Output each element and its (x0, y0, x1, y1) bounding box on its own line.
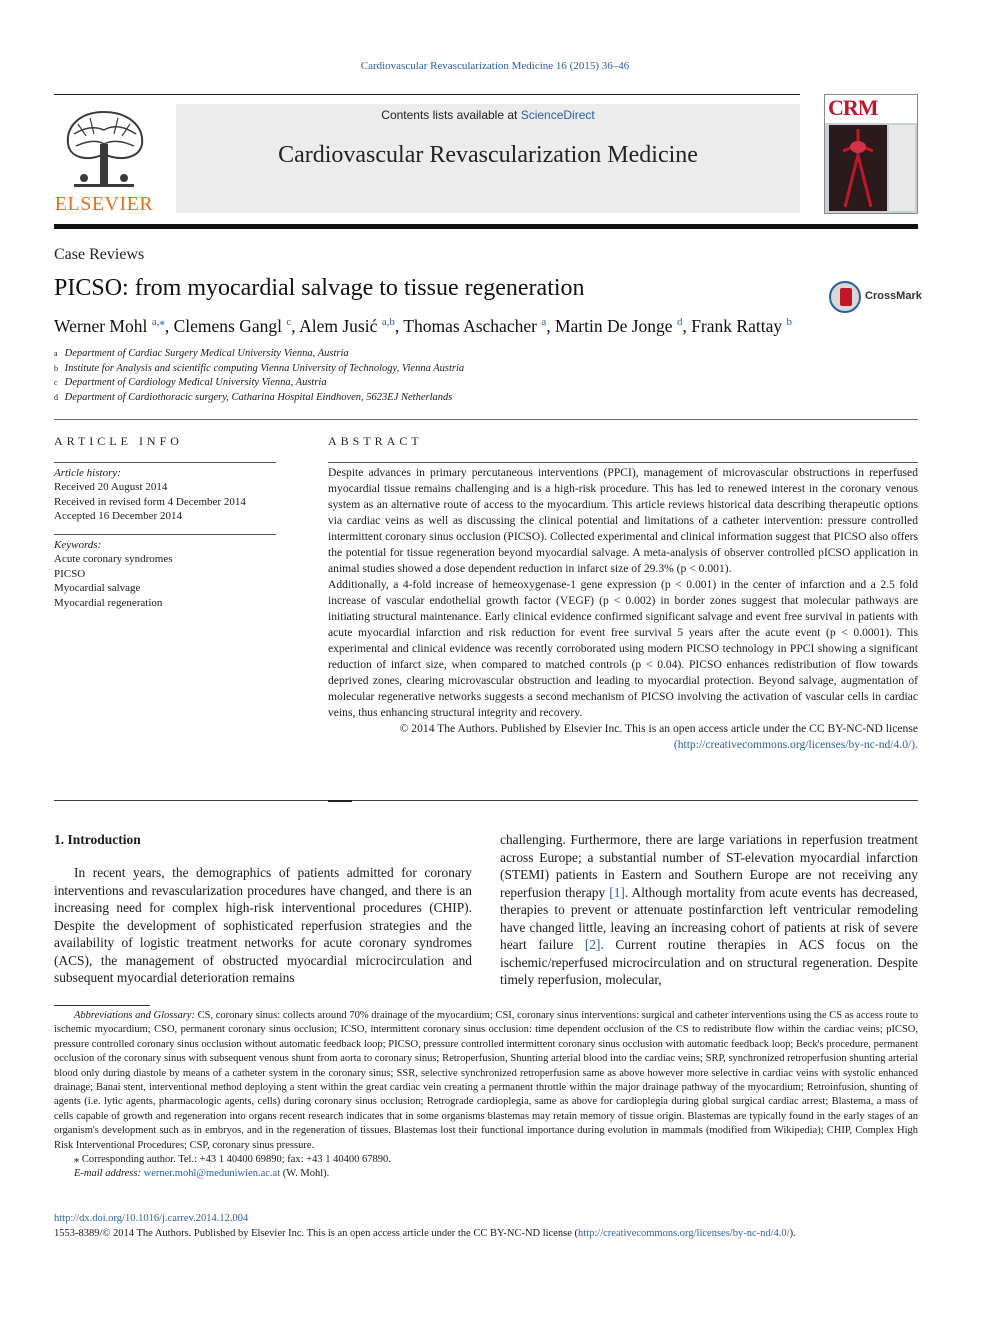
author[interactable]: Clemens Gangl $^c$ (173, 315, 292, 336)
affiliations (54, 347, 464, 405)
doi-link[interactable]: http://dx.doi.org/10.1016/j.carrev.2014.12.004 (54, 1213, 249, 1224)
keyword: Myocardial salvage (54, 582, 141, 595)
author[interactable]: Frank Rattay $^b$ (691, 315, 792, 336)
body-paragraph: challenging. Furthermore, there are large variations in reperfusion treatment across Europe; a substantial number of ST-elevation myocardial infarction (STEMI) patients in Eastern and Southern Europe are not receiving any reperfusion therapy [1]. Although mortality from acute events has decreased, therapies to prevent or attenuate postinfarction left ventricular remodeling have changed little, leaving an increasing cohort of patients at risk of severe heart failure [2]. Current routine therapies in ACS focus on the ischemic/reperfused microcirculation and on structural regeneration. Despite timely reperfusion, molecular, (500, 832, 919, 987)
abstract-copyright: © 2014 The Authors. Published by Elsevier Inc. This is an open access article under the CC BY-NC-ND license (http://creativecommons.org/licenses/by-nc-nd/4.0/). (399, 722, 918, 751)
journal-title[interactable]: Cardiovascular Revascularization Medicine (278, 142, 698, 168)
elsevier-tree-icon (60, 104, 148, 194)
affiliation-item: d Department of Cardiothoracic surgery, Catharina Hospital Eindhoven, 5623EJ Netherlands (54, 391, 453, 403)
keyword: Acute coronary syndromes (54, 553, 173, 566)
divider (54, 534, 276, 535)
affiliation-item: c Department of Cardiology Medical University Vienna, Austria (54, 377, 327, 388)
keyword: PICSO (54, 567, 86, 580)
divider (54, 800, 918, 801)
body-paragraph: In recent years, the demographics of patients admitted for coronary interventions and revascularization procedures have changed, and there is an increasing need for complex high-risk interventional procedures (CHIP). Despite the development of sophisticated reperfusion strategies and the availability of logistic treatment networks for acute coronary syndromes (ACS), the management of obstructed myocardial microcirculation and subsequent myocardial deterioration remains (54, 865, 472, 985)
author[interactable]: Werner Mohl $^{a,⁎}$ (54, 315, 165, 336)
section-label: Case Reviews (54, 246, 145, 263)
reference-link[interactable]: [2] (584, 937, 601, 952)
divider (54, 462, 276, 463)
history-item: Received in revised form 4 December 2014 (54, 495, 246, 508)
article-history (54, 466, 246, 524)
divider (54, 419, 918, 420)
author[interactable]: Alem Jusić $^{a,b}$ (299, 315, 395, 336)
author[interactable]: Thomas Aschacher $^a$ (403, 315, 547, 336)
intro-column-left (54, 864, 472, 987)
cover-image (829, 125, 887, 211)
author[interactable]: Martin De Jonge $^d$ (554, 315, 683, 336)
abstract-body (328, 465, 918, 753)
abstract-paragraph: Despite advances in primary percutaneous interventions (PPCI), management of microvascular obstructions in reperfused myocardial tissue remains challenging and is a high-risk procedure. This has led to renewed interest in the coronary venous system as an alternative route of access to the myocardium. This article reviews historical data describing therapeutic options via cardiac veins as well as discussing the clinical potential and limitations of a catheter intervention: pressure controlled intermittent coronary sinus occlusion (PICSO). Collected experimental and clinical information suggest that PICSO also offers the potential for tissue regeneration beyond myocardial salvage. A meta-analysis of observer controlled pICSO application in animal studies showed a dose dependent reduction in infarct size of 29.3% (p < 0.001). (328, 466, 918, 575)
crossmark-label: CrossMark (865, 290, 922, 302)
email-note: E-mail address: werner.mohl@meduniwien.ac.at (W. Mohl). (74, 1168, 330, 1180)
journal-cover-thumbnail[interactable] (824, 94, 918, 214)
history-label: Article history: (54, 467, 121, 479)
sciencedirect-link[interactable]: ScienceDirect (520, 108, 595, 122)
keywords (54, 538, 173, 610)
corresponding-author-note: ⁎ Corresponding author. Tel.: +43 1 40400 69890; fax: +43 1 40400 67890. (74, 1154, 391, 1166)
intro-column-right (500, 831, 918, 989)
email-link[interactable]: werner.mohl@meduniwien.ac.at (143, 1168, 281, 1180)
divider (328, 462, 918, 463)
crossmark-icon (829, 281, 861, 313)
author-list: Werner Mohl $^{a,⁎}$, Clemens Gangl $^c$, Alem Jusić $^{a,b}$, Thomas Aschacher $^a$, Martin De Jonge $^d$, Frank Rattay $^b$ (54, 315, 792, 336)
keyword: Myocardial regeneration (54, 596, 163, 609)
contents-line (176, 108, 800, 122)
abstract-heading: ABSTRACT (328, 434, 423, 448)
license-link[interactable]: http://creativecommons.org/licenses/by-nc-nd/4.0/ (578, 1228, 790, 1239)
license-link[interactable]: (http://creativecommons.org/licenses/by-nc-nd/4.0/). (673, 738, 918, 751)
article-title: PICSO: from myocardial salvage to tissue regeneration (54, 275, 585, 301)
history-item: Received 20 August 2014 (54, 481, 168, 494)
cover-sidebar (889, 125, 915, 211)
affiliation-item: b Institute for Analysis and scientific computing Vienna University of Technology, Vienna Austria (54, 362, 465, 374)
issn-license-line: 1553-8389/© 2014 The Authors. Published by Elsevier Inc. This is an open access article under the CC BY-NC-ND license (http://creativecommons.org/licenses/by-nc-nd/4.0/). (54, 1228, 796, 1239)
elsevier-logo[interactable] (54, 104, 154, 216)
crossmark-badge[interactable] (829, 281, 939, 315)
header-top-rule (54, 94, 800, 95)
intro-heading: 1. Introduction (54, 832, 141, 847)
divider-accent (328, 800, 352, 802)
cover-abbrev: CRM (828, 95, 878, 120)
history-item: Accepted 16 December 2014 (54, 510, 182, 523)
abstract-paragraph: Additionally, a 4-fold increase of hemeoxygenase-1 gene expression (p < 0.001) in the center of infarction and a 2.5 fold increase of vascular endothelial growth factor (VEGF) (p < 0.002) in border zones suggest that molecular pathways are initiating structural maintenance. Early clinical evidence confirmed significant salvage and event free survival in patients with acute myocardial infarction and risk reduction for event free survival 5 years after the acute event (p < 0.0001). This experimental and clinical evidence was recently corroborated using modern PICSO technology in PPCI showing a significant reduction of infarct size, when compared to matched controls (p < 0.04). PICSO enhances redistribution of flow towards deprived zones, clearing microvascular obstruction and leading to myocardial protection. Beyond salvage, augmentation of molecular regenerative networks suggests a second mechanism of PICSO involving the activation of vascular cells in cardiac veins, thus enhancing structural integrity and recovery. (328, 578, 918, 719)
affiliation-item: a Department of Cardiac Surgery Medical University Vienna, Austria (54, 348, 349, 359)
cover-vessel-icon (829, 125, 887, 211)
contents-prefix: Contents lists available at (381, 108, 521, 122)
elsevier-wordmark: ELSEVIER (54, 193, 154, 215)
header-thick-rule (54, 224, 918, 229)
article-info-heading: ARTICLE INFO (54, 434, 183, 448)
footnote-rule (54, 1005, 150, 1006)
journal-citation[interactable]: Cardiovascular Revascularization Medicine 16 (2015) 36–46 (360, 60, 630, 72)
reference-link[interactable]: [1] (609, 884, 625, 900)
abbreviations-footnote: Abbreviations and Glossary: CS, coronary sinus: collects around 70% drainage of the myocardium; CSI, coronary sinus interventions: surgical and catheter interventions using the CS as access route to ischemic myocardium; CSO, permanent coronary sinus occlusion; ICSO, intermittent coronary sinus occlusion: time dependent occlusion of the CS to redistribute flow within the cardiac veins; pICSO, pressure controlled coronary sinus occlusion without automatic feedback loop; PICSO, pressure controlled intermittent coronary sinus occlusion with automatic feedback loop; Beck's procedure, permanent occlusion of the coronary sinus with subsequent venous shunt from aorta to coronary sinus; Retroperfusion, Shunting arterial blood into the cardiac veins; SRP, synchronized retroperfusion shunting arterial blood only during diastole by means of a catheter system in the coronary sinus; SSR, selective synchronized retroperfusion same as above however more selective in cardiac veins with systolic enhanced drainage; Banai stent, interventional method deploying a stent within the great cardiac vein creating a permanent throttle within the major drainage pathway of the myocardium; Retroinfusion, shunting of agents (i.e. lytic agents, pharmacologic agents, cells) during coronary sinus occlusion; Retrograde cardioplegia, same as above for cardioplegia during global surgical cardiac arrest; Blastema, a mass of cells capable of growth and regeneration into organs recent research indicates that in some organisms blastemas may retain memory of tissue origin. Blastemas are typically found in the early stages of an organism's development such as in embryos, and in the regeneration of tissues. Blastemas lost their functional importance during evolution in mammals (modified from Wikipedia); CHIP, Complex High Risk Interventional Procedures; CSP, coronary sinus pressure. (54, 1010, 918, 1151)
footnotes (54, 1009, 918, 1182)
journal-banner (176, 104, 800, 213)
cover-header (825, 95, 917, 123)
keywords-label: Keywords: (54, 539, 102, 551)
